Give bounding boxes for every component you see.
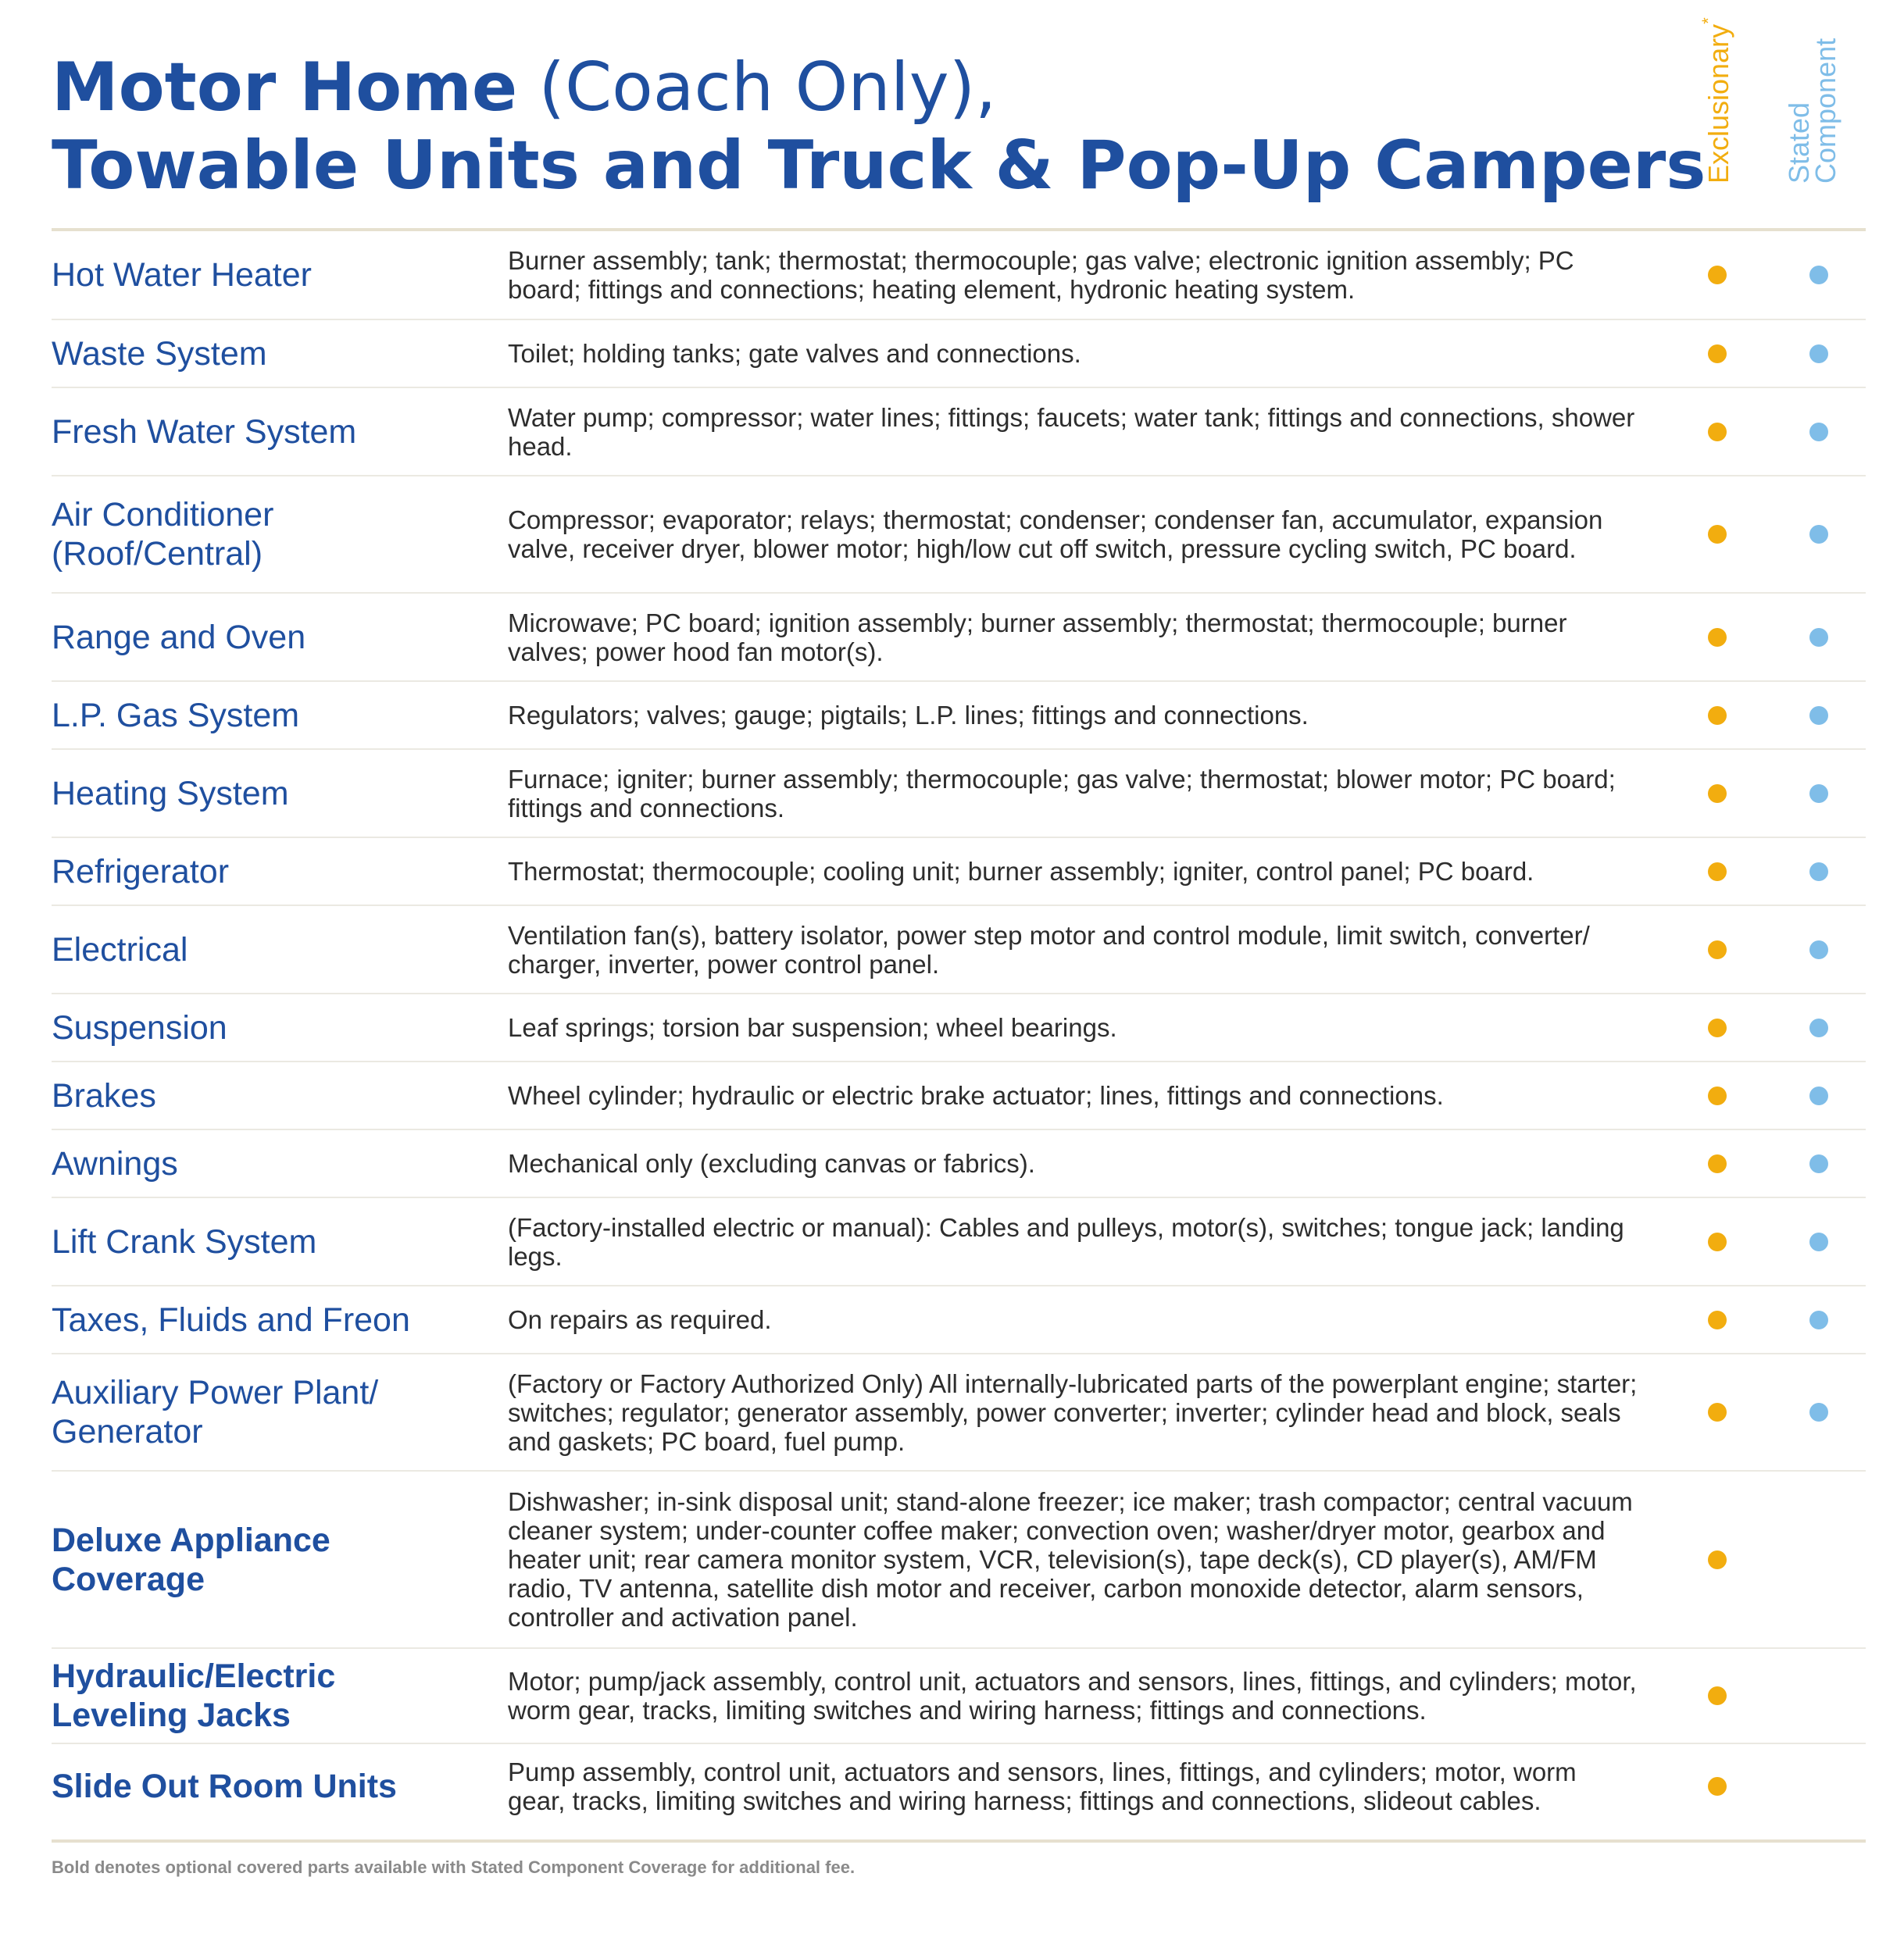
coverage-item-description: Microwave; PC board; ignition assembly; burner assembly; thermostat; thermocouple; burner valves; power hood fan motor(s). [508, 608, 1567, 666]
exclusionary-dot-icon [1708, 1233, 1727, 1251]
stated-component-dot-icon [1809, 1019, 1828, 1037]
exclusionary-dot-icon [1708, 784, 1727, 803]
stated-component-dot-icon [1809, 423, 1828, 441]
table-row [52, 682, 1866, 750]
stated-component-dot-icon [1809, 1311, 1828, 1329]
coverage-item-name: Waste System [52, 334, 267, 373]
stated-component-dot-icon [1809, 1087, 1828, 1105]
stated-component-dot-icon [1809, 1403, 1828, 1422]
coverage-item-name: Refrigerator [52, 852, 230, 890]
coverage-item-description: Compressor; evaporator; relays; thermostat; condenser; condenser fan, accumulator, expansion valve, receiver dryer, blower motor; high/low cut off switch, pressure cycling switch, PC board. [508, 505, 1603, 563]
coverage-item-description: Ventilation fan(s), battery isolator, power step motor and control module, limit switch, converter/ charger, inverter, power control panel. [508, 920, 1590, 979]
coverage-item-description: Pump assembly, control unit, actuators and sensors, lines, fittings, and cylinders; motor, worm gear, tracks, limiting switches and wiring harness; fittings and connections, slideout cables. [508, 1757, 1577, 1815]
exclusionary-dot-icon [1708, 706, 1727, 725]
coverage-item-description: On repairs as required. [508, 1305, 772, 1334]
asterisk-mark: * [1699, 17, 1718, 24]
coverage-item-description: Dishwasher; in-sink disposal unit; stand-alone freezer; ice maker; trash compactor; central vacuum cleaner system; under-counter coffee maker; convection oven; washer/dryer motor, gearbox and heater unit; rear camera monitor system, VCR, television(s), tape deck(s), CD player(s), AM/FM radio, TV antenna, satellite dish motor and receiver, carbon monoxide detector, alarm sensors, controller and activation panel. [508, 1487, 1633, 1632]
coverage-item-name: Range and Oven [52, 618, 306, 656]
stated-component-dot-icon [1809, 862, 1828, 881]
coverage-item-name: Heating System [52, 774, 289, 812]
stated-component-dot-icon [1809, 344, 1828, 363]
coverage-item-description: Regulators; valves; gauge; pigtails; L.P. lines; fittings and connections. [508, 701, 1309, 730]
coverage-item-name: Lift Crank System [52, 1222, 317, 1261]
table-row [52, 1649, 1866, 1744]
table-row [52, 994, 1866, 1062]
coverage-item-description: Thermostat; thermocouple; cooling unit; burner assembly; igniter, control panel; PC board. [508, 857, 1534, 886]
exclusionary-dot-icon [1708, 1777, 1727, 1796]
stated-component-dot-icon [1809, 525, 1828, 544]
coverage-item-description: Wheel cylinder; hydraulic or electric brake actuator; lines, fittings and connections. [508, 1081, 1444, 1110]
coverage-item-name: Hydraulic/Electric Leveling Jacks [52, 1657, 336, 1734]
coverage-item-name: Taxes, Fluids and Freon [52, 1301, 410, 1339]
coverage-item-name: Deluxe Appliance Coverage [52, 1521, 330, 1598]
exclusionary-dot-icon [1708, 940, 1727, 959]
exclusionary-dot-icon [1708, 344, 1727, 363]
table-row [52, 750, 1866, 838]
coverage-item-description: (Factory or Factory Authorized Only) All internally-lubricated parts of the powerplant engine; starter; switches; regulator; generator assembly, power converter; inverter; cylinder head and block, seals and gaskets; PC board, fuel pump. [508, 1368, 1638, 1456]
column-header-exclusionary [1695, 16, 1742, 184]
exclusionary-dot-icon [1708, 1019, 1727, 1037]
table-row [52, 838, 1866, 906]
table-row [52, 1744, 1866, 1829]
exclusionary-dot-icon [1708, 1686, 1727, 1705]
table-row [52, 1472, 1866, 1649]
exclusionary-dot-icon [1708, 423, 1727, 441]
stated-component-dot-icon [1809, 784, 1828, 803]
coverage-item-description: Water pump; compressor; water lines; fittings; faucets; water tank; fittings and connections, shower head. [508, 402, 1635, 461]
coverage-item-name: Brakes [52, 1076, 156, 1115]
title-normal: (Coach Only), [517, 48, 997, 127]
table-row [52, 476, 1866, 594]
coverage-item-name: Hot Water Heater [52, 256, 312, 294]
coverage-item-name: L.P. Gas System [52, 696, 300, 734]
coverage-item-name: Air Conditioner (Roof/Central) [52, 496, 274, 573]
exclusionary-dot-icon [1708, 1087, 1727, 1105]
stated-component-dot-icon [1809, 628, 1828, 647]
page-title [52, 48, 1706, 205]
coverage-item-description: Toilet; holding tanks; gate valves and connections. [508, 339, 1081, 368]
stated-component-dot-icon [1809, 706, 1828, 725]
stated-component-dot-icon [1809, 266, 1828, 284]
column-header-stated-component: Stated Component [1783, 37, 1841, 184]
coverage-item-name: Electrical [52, 930, 188, 969]
exclusionary-dot-icon [1708, 1311, 1727, 1329]
table-row [52, 594, 1866, 682]
exclusionary-dot-icon [1708, 1403, 1727, 1422]
exclusionary-dot-icon [1708, 525, 1727, 544]
table-row [52, 1130, 1866, 1198]
coverage-item-name: Fresh Water System [52, 412, 357, 451]
coverage-item-description: Motor; pump/jack assembly, control unit, actuators and sensors, lines, fittings, and cylinders; motor, worm gear, tracks, limiting switches and wiring harness; fittings and connections. [508, 1667, 1637, 1725]
table-row [52, 1198, 1866, 1286]
table-row [52, 1062, 1866, 1130]
title-bold: Motor Home [52, 48, 518, 127]
coverage-item-description: Leaf springs; torsion bar suspension; wheel bearings. [508, 1013, 1117, 1042]
table-row [52, 906, 1866, 994]
exclusionary-dot-icon [1708, 628, 1727, 647]
exclusionary-dot-icon [1708, 1154, 1727, 1173]
coverage-item-description: (Factory-installed electric or manual): Cables and pulleys, motor(s), switches; tongue jack; landing legs. [508, 1212, 1624, 1271]
column-header-exclusionary-label: Exclusionary [1702, 23, 1734, 184]
coverage-item-name: Suspension [52, 1008, 227, 1047]
coverage-table [52, 231, 1866, 1829]
exclusionary-dot-icon [1708, 1550, 1727, 1569]
table-row [52, 320, 1866, 388]
coverage-item-description: Furnace; igniter; burner assembly; thermocouple; gas valve; thermostat; blower motor; PC board; fittings and connections. [508, 764, 1616, 822]
coverage-item-name: Awnings [52, 1144, 178, 1183]
footnote: Bold denotes optional covered parts available with Stated Component Coverage for additional fee. [52, 1857, 856, 1877]
exclusionary-dot-icon [1708, 266, 1727, 284]
coverage-item-name: Auxiliary Power Plant/ Generator [52, 1374, 379, 1450]
coverage-item-description: Burner assembly; tank; thermostat; thermocouple; gas valve; electronic ignition assembly; PC board; fittings and connections; heating element, hydronic heating system. [508, 246, 1574, 304]
table-row [52, 231, 1866, 320]
title-line2: Towable Units and Truck & Pop-Up Campers [52, 127, 1706, 205]
table-row [52, 388, 1866, 476]
coverage-item-description: Mechanical only (excluding canvas or fabrics). [508, 1149, 1035, 1178]
stated-component-dot-icon [1809, 940, 1828, 959]
stated-component-dot-icon [1809, 1154, 1828, 1173]
stated-component-dot-icon [1809, 1233, 1828, 1251]
bottom-divider [52, 1839, 1866, 1843]
coverage-item-name: Slide Out Room Units [52, 1768, 397, 1805]
table-row [52, 1354, 1866, 1472]
exclusionary-dot-icon [1708, 862, 1727, 881]
table-row [52, 1286, 1866, 1354]
